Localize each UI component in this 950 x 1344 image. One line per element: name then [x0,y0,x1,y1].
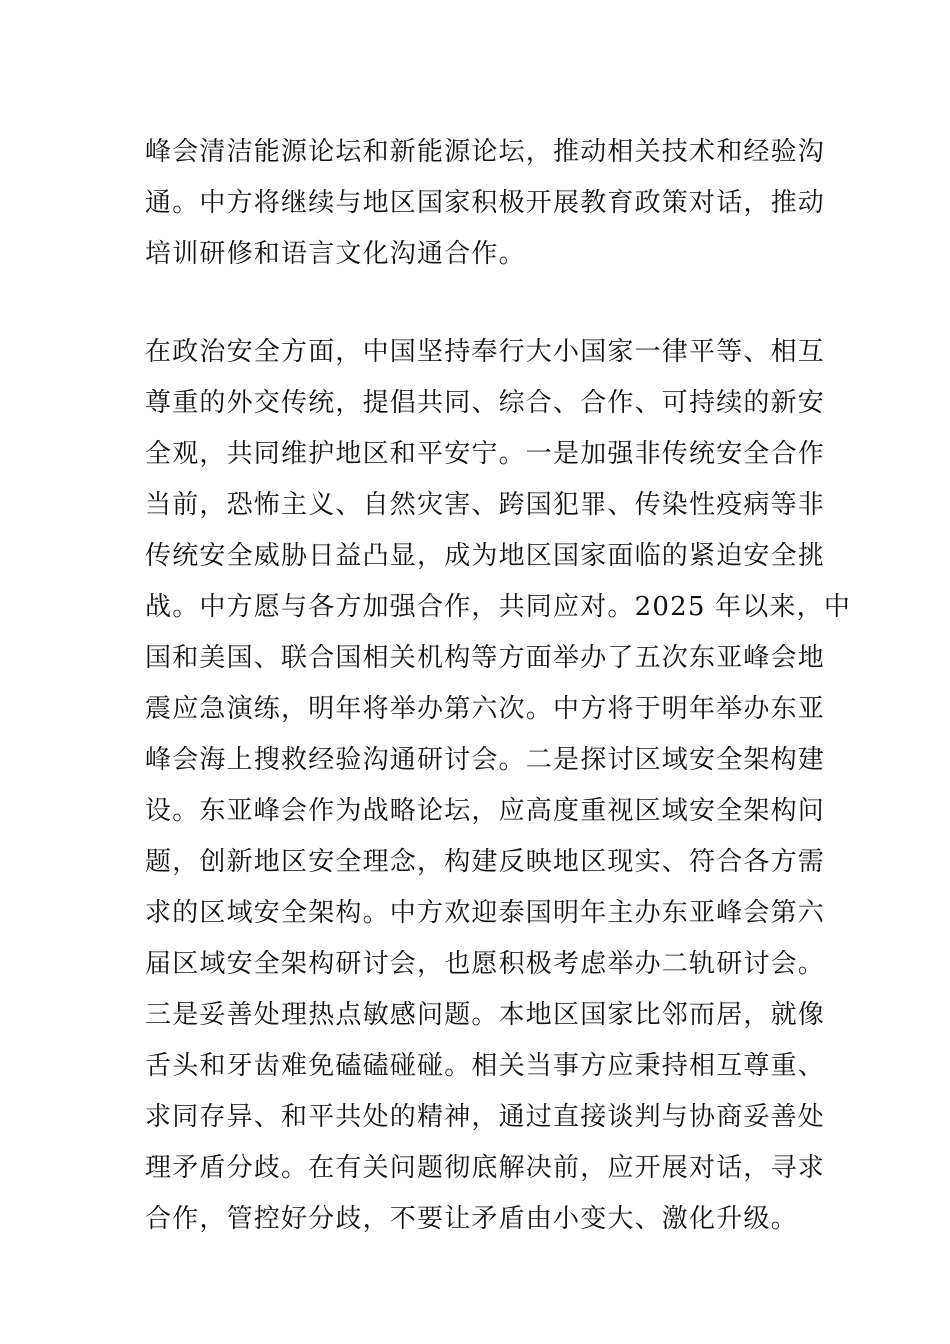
text-line: 尊重的外交传统，提倡共同、综合、合作、可持续的新安 [145,388,826,418]
text-line: 全观，共同维护地区和平安宁。一是加强非传统安全合作 [145,439,826,469]
text-line: 战。中方愿与各方加强合作，共同应对。2025 年以来，中 [145,592,852,622]
text-line: 国和美国、联合国相关机构等方面举办了五次东亚峰会地 [145,643,826,673]
paragraph-political-security [145,327,852,1245]
text-line: 峰会海上搜救经验沟通研讨会。二是探讨区域安全架构建 [145,745,826,775]
text-line: 求的区域安全架构。中方欢迎泰国明年主办东亚峰会第六 [145,898,826,928]
text-line: 震应急演练，明年将举办第六次。中方将于明年举办东亚 [145,694,826,724]
text-line: 培训研修和语言文化沟通合作。 [145,239,526,269]
text-line: 传统安全威胁日益凸显，成为地区国家面临的紧迫安全挑 [145,541,826,571]
text-line: 舌头和牙齿难免磕磕碰碰。相关当事方应秉持相互尊重、 [145,1051,826,1081]
text-line: 三是妥善处理热点敏感问题。本地区国家比邻而居，就像 [145,1000,826,1030]
text-line: 峰会清洁能源论坛和新能源论坛，推动相关技术和经验沟 [145,137,826,167]
text-line: 届区域安全架构研讨会，也愿积极考虑举办二轨研讨会。 [145,949,826,979]
paragraph-energy-education [145,127,826,280]
text-line: 设。东亚峰会作为战略论坛，应高度重视区域安全架构问 [145,796,826,826]
text-line: 通。中方将继续与地区国家积极开展教育政策对话，推动 [145,188,826,218]
text-line: 题，创新地区安全理念，构建反映地区现实、符合各方需 [145,847,826,877]
text-line: 求同存异、和平共处的精神，通过直接谈判与协商妥善处 [145,1102,826,1132]
text-line: 理矛盾分歧。在有关问题彻底解决前，应开展对话，寻求 [145,1153,826,1183]
text-line: 合作，管控好分歧，不要让矛盾由小变大、激化升级。 [145,1204,798,1234]
text-line: 当前，恐怖主义、自然灾害、跨国犯罪、传染性疫病等非 [145,490,826,520]
text-line: 在政治安全方面，中国坚持奉行大小国家一律平等、相互 [145,337,826,367]
